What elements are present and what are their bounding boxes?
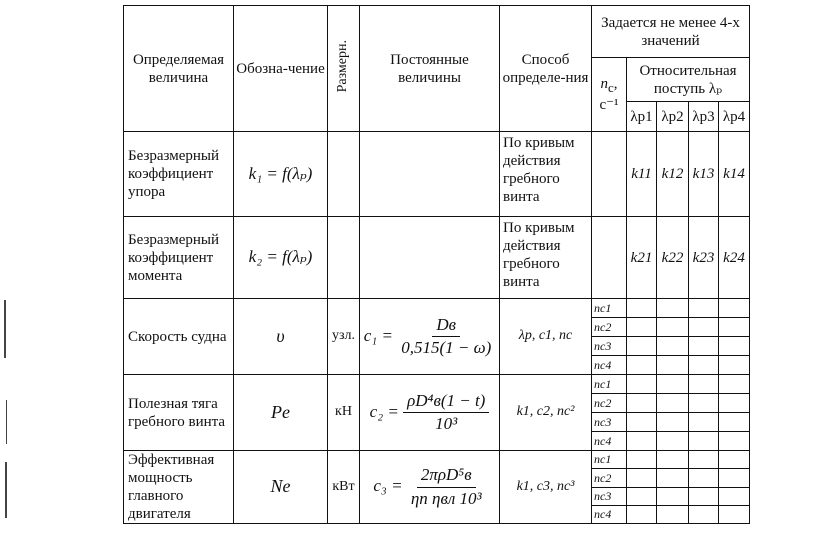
row-speed-fraction [397, 315, 495, 359]
row-k2-unit [328, 217, 360, 299]
row-speed-numerator: Dв [432, 315, 460, 337]
row-k1-symbol: k₁ = f(λₚ) [234, 132, 328, 217]
row-power-symbol: Ne [234, 451, 328, 524]
row-k2-method: По кривым действия гребного винта [500, 217, 592, 299]
header-n-sub: c [607, 80, 614, 96]
row-k2-value-1: k21 [627, 217, 657, 299]
row-power-params: k1, c3, nc³ [500, 451, 592, 524]
row-thrust-denominator: 10³ [435, 414, 458, 433]
header-given: Задается не менее 4-х значений [592, 6, 750, 58]
header-n-label: n [600, 76, 608, 93]
header-constants: Постоянные величины [360, 6, 500, 132]
header-n-unit: c⁻¹ [599, 96, 619, 113]
row-thrust-constants-lhs: c₂ = [369, 401, 399, 421]
header-relative-step: Относительная поступь λₚ [627, 58, 750, 102]
row-k1-n [592, 132, 627, 217]
header-method: Способ определе-ния [500, 6, 592, 132]
row-thrust-n2: nc2 [592, 394, 627, 413]
header-dimension [328, 6, 360, 132]
row-thrust-n3: nc3 [592, 413, 627, 432]
row-speed-denominator: 0,515(1 − ω) [401, 338, 492, 357]
row-thrust-quantity: Полезная тяга гребного винта [124, 375, 234, 451]
header-lambda-4: λp4 [719, 102, 750, 132]
row-k1-value-2: k12 [657, 132, 689, 217]
row-k2-symbol: k₂ = f(λₚ) [234, 217, 328, 299]
row-k2-value-2: k22 [657, 217, 689, 299]
header-quantity: Определяемая величина [124, 6, 234, 132]
row-k1-quantity: Безразмерный коэффициент упора [124, 132, 234, 217]
row-k1-value-1: k11 [627, 132, 657, 217]
scan-mark-left-3 [5, 462, 7, 518]
row-k1-method: По кривым действия гребного винта [500, 132, 592, 217]
row-k1-constants [360, 132, 500, 217]
row-k2-quantity: Безразмерный коэффициент момента [124, 217, 234, 299]
row-power-n3: nc3 [592, 487, 627, 505]
row-power-n4: nc4 [592, 505, 627, 523]
row-thrust-numerator: ρD⁴в(1 − t) [403, 391, 489, 413]
row-k2-value-3: k23 [689, 217, 719, 299]
row-power-numerator: 2πρD⁵в [417, 465, 476, 487]
row-speed-n2: nc2 [592, 318, 627, 337]
header-lambda-1: λp1 [627, 102, 657, 132]
header-dimension-text: Размерн. [335, 39, 351, 93]
row-power-n2: nc2 [592, 469, 627, 487]
row-power-quantity: Эффективная мощность главного двигателя [124, 451, 234, 524]
row-thrust-n1: nc1 [592, 375, 627, 394]
row-speed-params: λp, c1, nc [500, 299, 592, 375]
row-thrust-unit: кН [328, 375, 360, 451]
row-speed-symbol: υ [234, 299, 328, 375]
row-speed-n1: nc1 [592, 299, 627, 318]
row-thrust-symbol: Pe [234, 375, 328, 451]
row-thrust-constants [360, 375, 500, 451]
row-k1-value-4: k14 [719, 132, 750, 217]
row-power-fraction [407, 465, 486, 509]
header-symbol: Обозна-чение [234, 6, 328, 132]
row-k2-constants [360, 217, 500, 299]
header-lambda-3: λp3 [689, 102, 719, 132]
row-thrust-params: k1, c2, nc² [500, 375, 592, 451]
header-lambda-2: λp2 [657, 102, 689, 132]
row-k1-value-3: k13 [689, 132, 719, 217]
row-k1-unit [328, 132, 360, 217]
row-speed-unit: узл. [328, 299, 360, 375]
row-k2-n [592, 217, 627, 299]
scan-mark-left-1 [4, 300, 6, 358]
row-power-unit: кВт [328, 451, 360, 524]
row-speed-quantity: Скорость судна [124, 299, 234, 375]
row-speed-n3: nc3 [592, 337, 627, 356]
scan-mark-left-2 [6, 400, 7, 444]
row-thrust-n4: nc4 [592, 432, 627, 451]
row-thrust-fraction [403, 391, 489, 435]
row-power-denominator: ηп ηвл 10³ [410, 488, 482, 508]
row-speed-constants [360, 299, 500, 375]
row-speed-n4: nc4 [592, 356, 627, 375]
row-power-constants-lhs: c₃ = [373, 475, 403, 495]
row-power-n1: nc1 [592, 451, 627, 469]
row-power-constants [360, 451, 500, 524]
row-k2-value-4: k24 [719, 217, 750, 299]
header-n: $n_c$, c⁻¹ [592, 58, 627, 132]
row-speed-constants-lhs: c₁ = [363, 325, 393, 345]
propeller-calculation-table [123, 5, 750, 524]
